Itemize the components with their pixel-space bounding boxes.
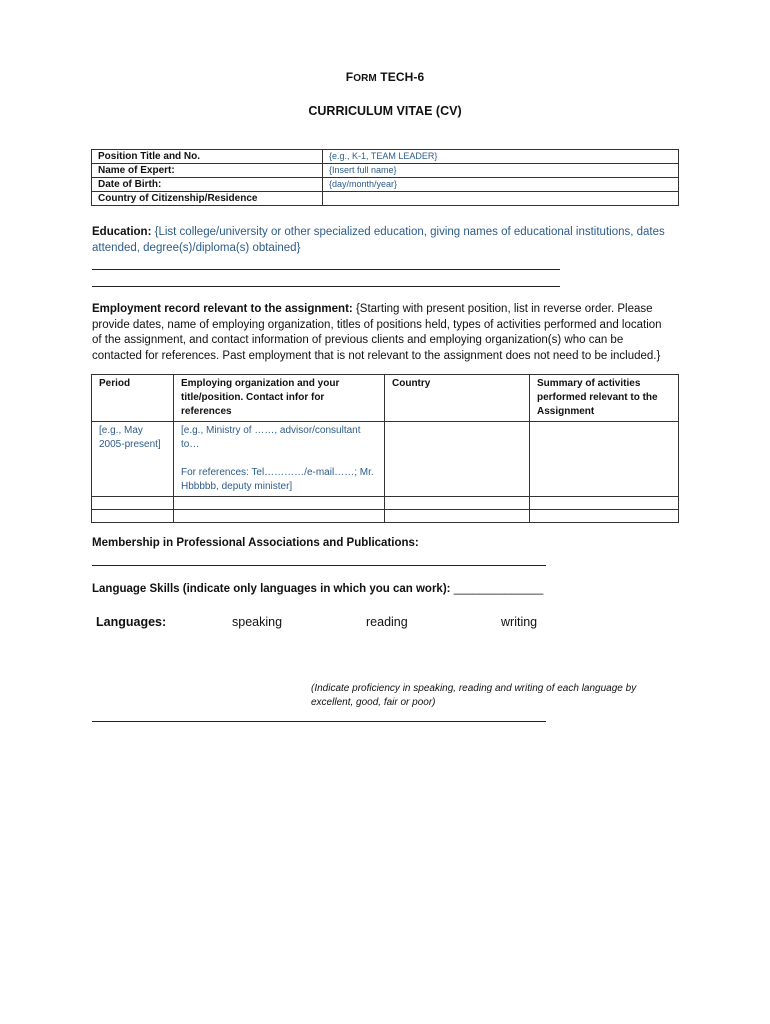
employment-instructions-2: provide dates, name of employing organization, titles of positions held, types of activities performed and location [92, 318, 662, 331]
expert-name-value[interactable]: {Insert full name} [323, 164, 679, 178]
education-section [92, 225, 682, 256]
form-prefix-first: F [345, 70, 354, 84]
employment-section [92, 302, 682, 364]
references-example: For references: Tel…………/e-mail……; Mr. Hbbbbb, deputy minister] [181, 467, 374, 492]
employment-table [91, 374, 679, 523]
education-blank-line-2[interactable] [92, 286, 560, 287]
blank-cell[interactable] [92, 497, 174, 510]
info-row-name [92, 164, 679, 178]
proficiency-note [311, 682, 671, 710]
speaking-label: speaking [232, 615, 283, 629]
blank-cell[interactable] [92, 510, 174, 523]
languages-label: Languages: [96, 615, 167, 629]
info-row-citizenship [92, 192, 679, 206]
employment-instructions-3: of the assignment, and contact information of previous clients and employing organization(s) who can be [92, 334, 624, 346]
document-title: CURRICULUM VITAE (CV) [308, 104, 462, 118]
reading-label: reading [366, 615, 408, 629]
col-country: Country [385, 375, 530, 422]
employment-header-row [92, 375, 679, 422]
position-title-value[interactable]: {e.g., K-1, TEAM LEADER} [323, 150, 679, 164]
blank-cell[interactable] [385, 497, 530, 510]
summary-cell[interactable] [530, 422, 679, 497]
employing-org-cell[interactable] [174, 422, 385, 497]
education-instructions-1: {List college/university or other specialized education, giving names of educational institutions, dates [154, 226, 665, 238]
form-code-heading [0, 70, 770, 84]
position-title-label: Position Title and No. [92, 150, 323, 164]
membership-label: Membership in Professional Associations and Publications: [92, 537, 419, 549]
col-employing-org: Employing organization and your title/position. Contact infor for references [174, 375, 385, 422]
employment-blank-row-1 [92, 497, 679, 510]
col-period: Period [92, 375, 174, 422]
citizenship-label: Country of Citizenship/Residence [92, 192, 323, 206]
employment-instructions-1: {Starting with present position, list in reverse order. Please [355, 303, 653, 315]
period-cell[interactable]: [e.g., May 2005-present] [92, 422, 174, 497]
education-blank-line-1[interactable] [92, 269, 560, 270]
info-row-dob [92, 178, 679, 192]
language-skills-blank[interactable]: ______________ [453, 583, 544, 595]
citizenship-value[interactable] [323, 192, 679, 206]
language-blank-line[interactable] [92, 721, 546, 722]
blank-cell[interactable] [174, 497, 385, 510]
employing-org-example: [e.g., Ministry of ……, advisor/consultant to… [181, 425, 361, 450]
education-instructions-2: attended, degree(s)/diploma(s) obtained} [92, 241, 301, 254]
employment-blank-row-2 [92, 510, 679, 523]
blank-cell[interactable] [530, 510, 679, 523]
blank-cell[interactable] [385, 510, 530, 523]
country-cell[interactable] [385, 422, 530, 497]
language-skills-label: Language Skills (indicate only languages in which you can work): [92, 583, 451, 595]
education-label: Education: [92, 226, 152, 238]
blank-cell[interactable] [174, 510, 385, 523]
form-code: TECH-6 [380, 70, 425, 84]
expert-name-label: Name of Expert: [92, 164, 323, 178]
blank-cell[interactable] [530, 497, 679, 510]
date-of-birth-label: Date of Birth: [92, 178, 323, 192]
form-prefix-rest: ORM [353, 73, 377, 84]
date-of-birth-value[interactable]: {day/month/year} [323, 178, 679, 192]
language-skills-section [92, 583, 543, 595]
membership-blank-line[interactable] [92, 565, 546, 566]
proficiency-note-1: (Indicate proficiency in speaking, reading and writing of each language by [311, 683, 637, 694]
expert-info-table [91, 149, 679, 206]
employment-row [92, 422, 679, 497]
employment-instructions-4: contacted for references. Past employment that is not relevant to the assignment does not need to be included.} [92, 349, 661, 362]
proficiency-note-2: excellent, good, fair or poor) [311, 697, 436, 708]
col-summary: Summary of activities performed relevant to the Assignment [530, 375, 679, 422]
employment-label: Employment record relevant to the assignment: [92, 303, 353, 315]
info-row-position [92, 150, 679, 164]
writing-label: writing [501, 615, 538, 629]
